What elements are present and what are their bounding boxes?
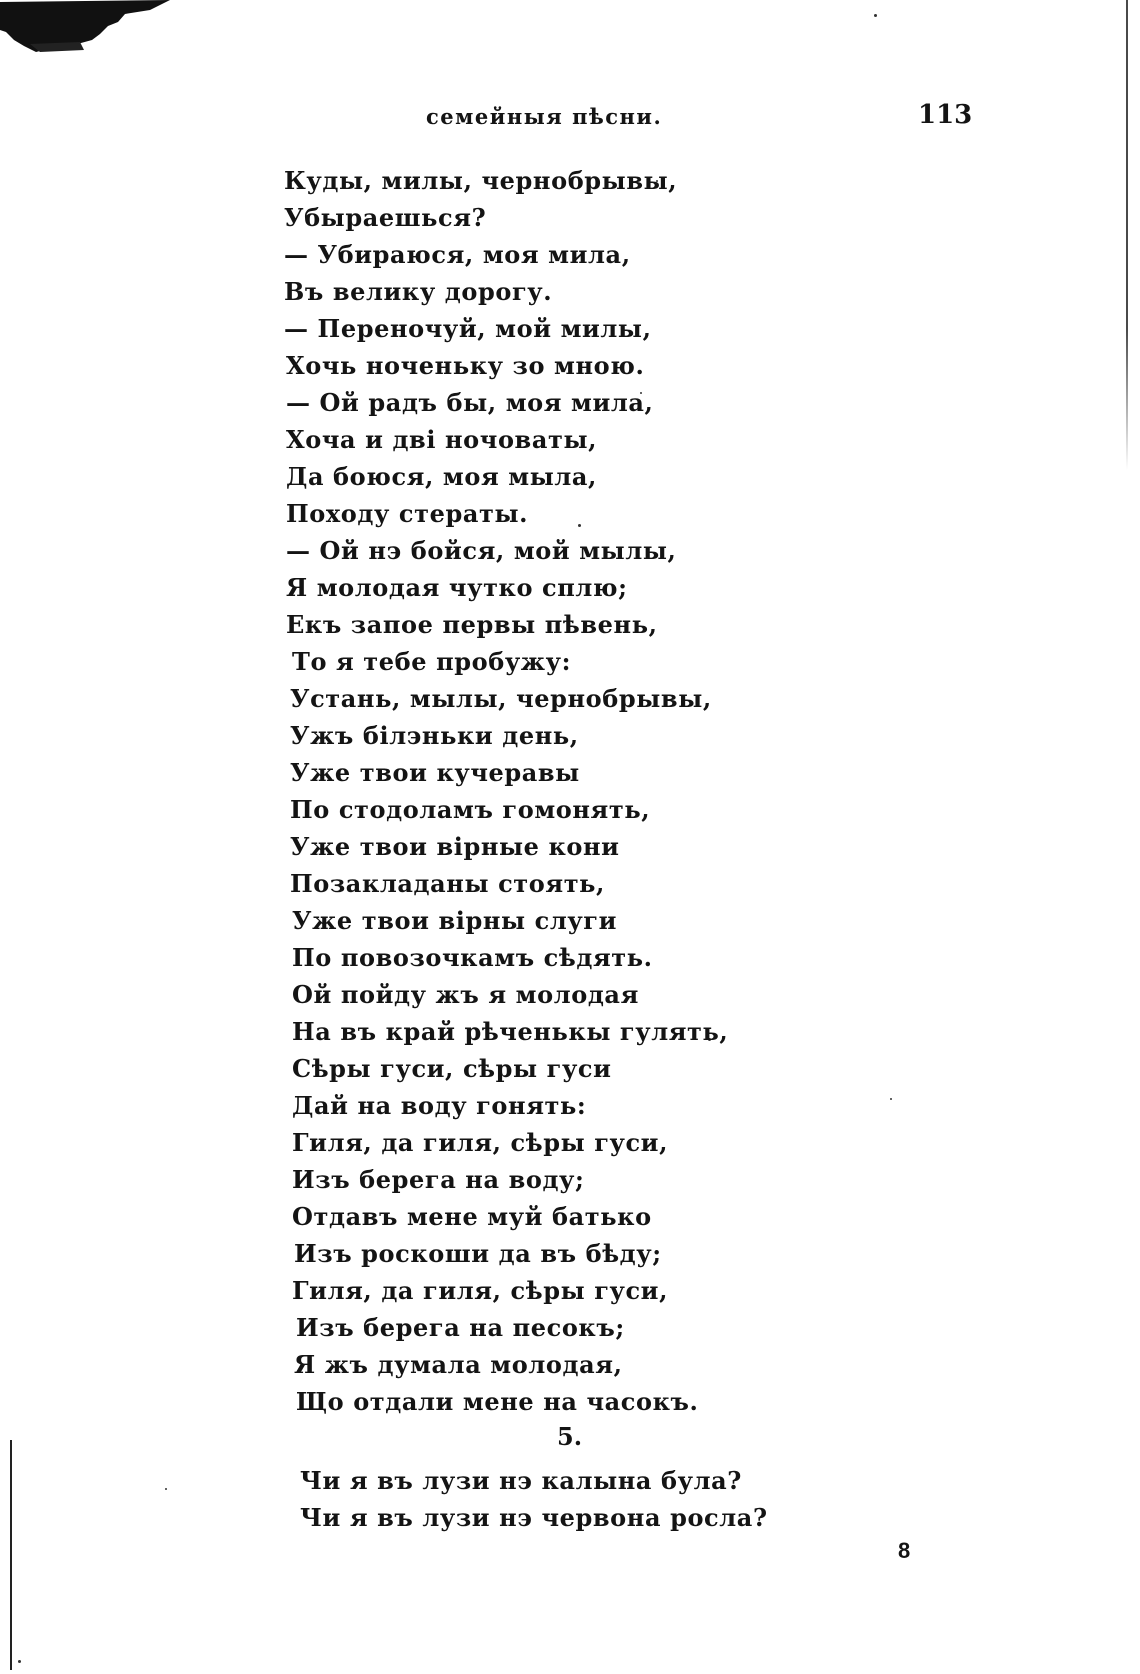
verse-line: Ой пойду жъ я молодая xyxy=(292,980,639,1009)
verse-line: Хочь ноченьку зо мною. xyxy=(286,351,645,380)
verse-line: Устань, мылы, чернобрывы, xyxy=(290,684,712,713)
verse-line: Изъ берега на песокъ; xyxy=(296,1313,625,1342)
scan-speck xyxy=(165,1488,167,1490)
scan-speck xyxy=(890,1098,892,1100)
verse-line: Гиля, да гиля, сѣры гуси, xyxy=(292,1276,669,1305)
scan-edge-line-left xyxy=(10,1440,12,1670)
verse-line: Я жъ думала молодая, xyxy=(294,1350,623,1379)
page-title: семейныя пѣсни. xyxy=(426,104,663,129)
verse-line: То я тебе пробужу: xyxy=(292,647,572,676)
verse-line: Чи я въ лузи нэ калына була? xyxy=(300,1466,742,1495)
verse-line: Екъ запое первы пѣвень, xyxy=(286,610,658,639)
verse-line: — Ой нэ бойся, мой мылы, xyxy=(286,536,677,565)
verse-line: Изъ берега на воду; xyxy=(292,1165,585,1194)
verse-line: Изъ роскоши да въ бѣду; xyxy=(294,1239,662,1268)
verse-line: Куды, милы, чернобрывы, xyxy=(284,166,678,195)
verse-line: — Ой радъ бы, моя мила, xyxy=(286,388,654,417)
page-number: 113 xyxy=(918,100,973,130)
verse-line: Чи я въ лузи нэ червона росла? xyxy=(300,1503,768,1532)
section-number: 5. xyxy=(557,1422,583,1451)
verse-line: Сѣры гуси, сѣры гуси xyxy=(292,1054,612,1083)
verse-line: Уже твои вірные кони xyxy=(290,832,620,861)
ink-blot-decoration xyxy=(0,0,180,62)
scan-speck xyxy=(874,14,877,17)
verse-line: По повозочкамъ сѣдять. xyxy=(292,943,653,972)
verse-line: Да боюся, моя мыла, xyxy=(286,462,598,491)
scan-edge-line-right xyxy=(1126,0,1128,470)
signature-mark: 8 xyxy=(898,1538,911,1563)
verse-line: Убыраешься? xyxy=(284,203,487,232)
verse-line: Въ велику дорогу. xyxy=(284,277,553,306)
verse-line: По стодоламъ гомонять, xyxy=(290,795,651,824)
verse-line: Уже твои вірны слуги xyxy=(292,906,618,935)
verse-line: — Переночуй, мой милы, xyxy=(284,314,652,343)
verse-line: — Убираюся, моя мила, xyxy=(284,240,631,269)
running-head xyxy=(0,100,1140,140)
verse-line: Дай на воду гонять: xyxy=(292,1091,587,1120)
verse-line: Походу стераты. xyxy=(286,499,529,528)
section-verse xyxy=(300,1462,768,1536)
verse-line: Позакладаны стоять, xyxy=(290,869,606,898)
verse-line: Гиля, да гиля, сѣры гуси, xyxy=(292,1128,669,1157)
verse-line: Хоча и дві ночоваты, xyxy=(286,425,598,454)
verse-line: Ужъ білэньки день, xyxy=(290,721,579,750)
verse-line: Уже твои кучеравы xyxy=(290,758,580,787)
verse-line: Отдавъ мене муй батько xyxy=(292,1202,652,1231)
verse-line: Я молодая чутко сплю; xyxy=(286,573,628,602)
verse-line: На въ край рѣченькы гулять, xyxy=(292,1017,729,1046)
verse-line: Що отдали мене на часокъ. xyxy=(296,1387,699,1416)
scan-speck xyxy=(18,1660,21,1663)
poem-body xyxy=(284,162,728,1420)
